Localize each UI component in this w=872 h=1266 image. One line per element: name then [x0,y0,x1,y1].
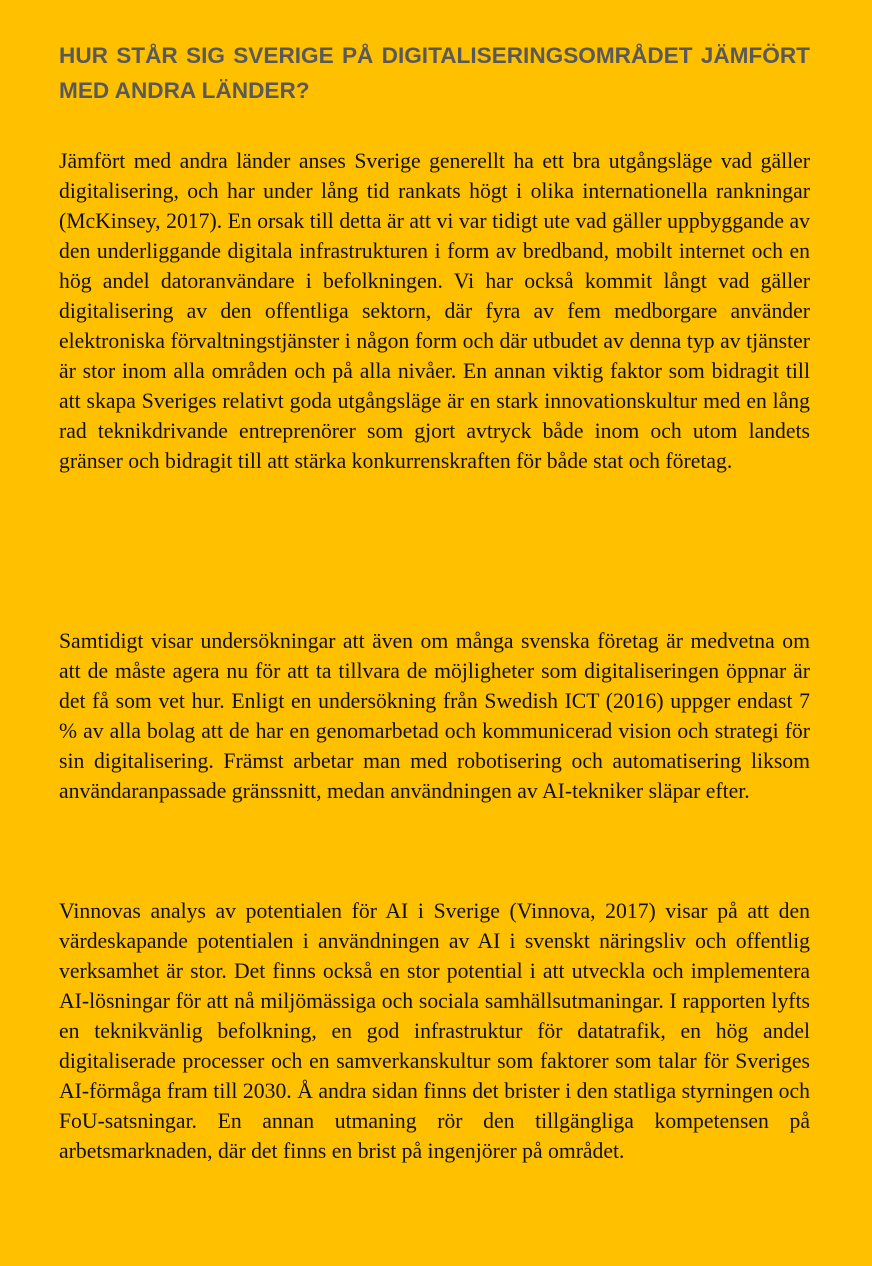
paragraph-company-digital-strategy: Samtidigt visar undersökningar att även om många svenska företag är medvetna om att de måste agera nu för att ta tillvara de möjligheter som digitaliseringen öppnar är det få som vet hur. Enligt en undersökning från Swedish ICT (2016) uppger endast 7 % av alla bolag att de har en genomarbetad och kommunicerad vision och strategi för sin digitalisering. Främst arbetar man med robotisering och automatisering liksom användaranpassade gränssnitt, medan användningen av AI-tekniker släpar efter. [59,629,810,803]
paragraph-sweden-digital-position: Jämfört med andra länder anses Sverige generellt ha ett bra utgångsläge vad gäller digitalisering, och har under lång tid rankats högt i olika internationella rankningar (McKinsey, 2017). En orsak till detta är att vi var tidigt ute vad gäller uppbyggande av den underliggande digitala infrastrukturen i form av bredband, mobilt internet och en hög andel datoranvändare i befolkningen. Vi har också kommit långt vad gäller digitalisering av den offentliga sektorn, där fyra av fem medborgare använder elektroniska förvaltningstjänster i någon form och där utbudet av denna typ av tjänster är stor inom alla områden och på alla nivåer. En annan viktig faktor som bidragit till att skapa Sveriges relativt goda utgångsläge är en stark innovationskultur med en lång rad teknikdrivande entreprenörer som gjort avtryck både inom och utom landets gränser och bidragit till att stärka konkurrenskraften för både stat och företag. [59,149,810,473]
paragraph-ai-potential: Vinnovas analys av potentialen för AI i Sverige (Vinnova, 2017) visar på att den värdeskapande potentialen i användningen av AI i svenskt näringsliv och offentlig verksamhet är stor. Det finns också en stor potential i att utveckla och implementera AI-lösningar för att nå miljömässiga och sociala samhällsutmaningar. I rapporten lyfts en teknikvänlig befolkning, en god infrastruktur för datatrafik, en hög andel digitaliserade processer och en samverkanskultur som faktorer som talar för Sveriges AI-förmåga fram till 2030. Å andra sidan finns det brister i den statliga styrningen och FoU-satsningar. En annan utmaning rör den tillgängliga kompetensen på arbetsmarknaden, där det finns en brist på ingenjörer på området. [59,899,810,1163]
article [59,38,810,1163]
article-heading: HUR STÅR SIG SVERIGE PÅ DIGITALISERINGSOMRÅDET JÄMFÖRT MED ANDRA LÄNDER? [59,43,810,103]
